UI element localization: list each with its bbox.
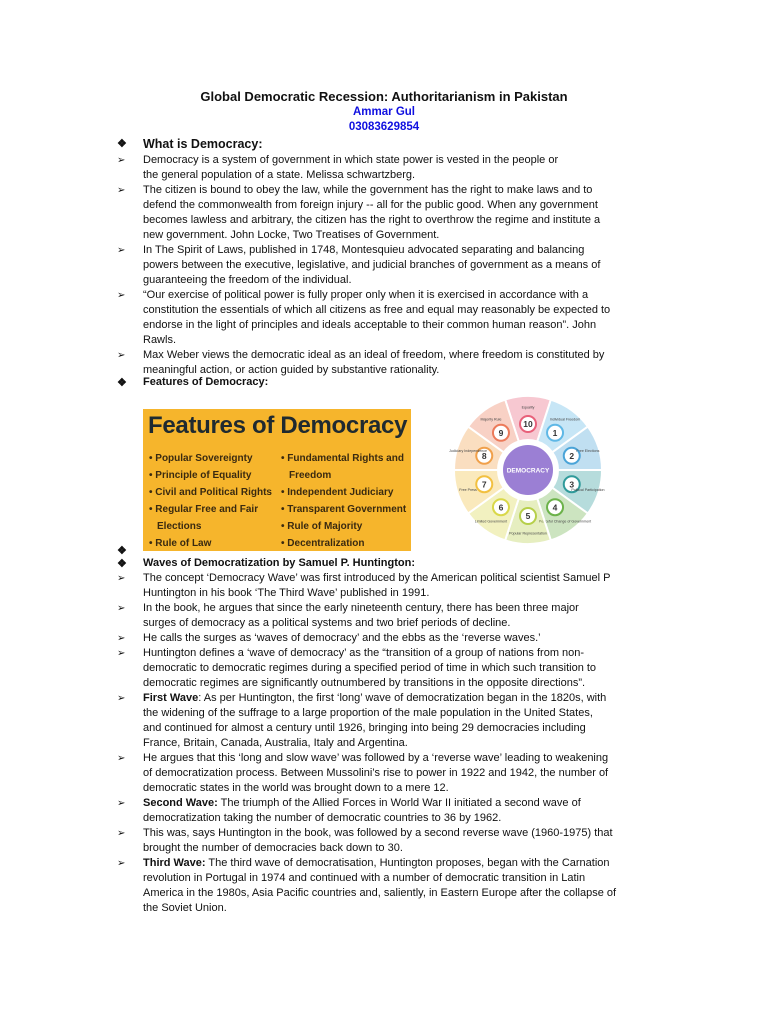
list-item	[117, 856, 657, 916]
list-item	[117, 348, 657, 378]
item-line: guaranteeing the freedom of the individual.	[143, 274, 352, 286]
list-item	[117, 243, 657, 288]
item-text: The triumph of the Allied Forces in World War II initiated a second wave of	[217, 797, 581, 809]
item-line	[143, 796, 657, 811]
list-item	[117, 646, 657, 691]
item-line: democratic regimes are significantly outnumbered by transitions in the opposite directions”.	[143, 677, 586, 689]
author-phone: 03083629854	[348, 121, 420, 133]
arrow-bullet-icon: ➢	[117, 573, 126, 584]
item-line: He calls the surges as ‘waves of democracy’ and the ebbs as the ‘reverse waves.’	[143, 632, 541, 644]
arrow-bullet-icon: ➢	[117, 350, 126, 361]
item-line: democratic to democratic regimes during a specified period of time in which such transition to	[143, 662, 597, 674]
wheel-label: Free Press	[459, 487, 477, 492]
item-line: the Soviet Union.	[143, 902, 227, 914]
arrow-bullet-icon: ➢	[117, 290, 126, 301]
arrow-bullet-icon: ➢	[117, 245, 126, 256]
waves-of-democratization-list	[117, 571, 657, 916]
item-line: endorse in the light of principles and ideals acceptable to their common human reason”. John	[143, 319, 597, 331]
feature-item: Freedom	[289, 470, 332, 481]
item-bold-lead: Third Wave:	[143, 857, 206, 869]
diamond-bullet-icon: ❖	[117, 558, 127, 570]
item-line: Max Weber views the democratic ideal as an ideal of freedom, where freedom is constituted by	[143, 349, 605, 361]
item-line: Democracy is a system of government in which state power is vested in the people or	[143, 154, 559, 166]
item-line: becomes lawless and arbitrary, the citizen has the right to overthrow the regime and institute a	[143, 214, 601, 226]
features-image-title: Features of Democracy	[148, 412, 408, 439]
wheel-number: 1	[552, 427, 558, 438]
item-line: The citizen is bound to obey the law, while the government has the right to make laws and to	[143, 184, 593, 196]
wheel-label: Popular Representation	[509, 531, 547, 536]
item-line: Huntington defines a ‘wave of democracy’ as the “transition of a group of nations from non-	[143, 647, 585, 659]
item-bold-lead: Second Wave:	[143, 797, 218, 809]
document-title: Global Democratic Recession: Authoritarianism in Pakistan	[200, 89, 568, 104]
list-item	[117, 601, 657, 631]
item-line: the widening of the suffrage to a large proportion of the male population in the United States,	[143, 707, 593, 719]
item-line: The concept ‘Democracy Wave’ was first introduced by the American political scientist Samuel P	[143, 572, 611, 584]
democracy-wheel-diagram	[440, 393, 616, 547]
wheel-number: 7	[481, 479, 487, 490]
list-item	[117, 796, 657, 826]
arrow-bullet-icon: ➢	[117, 798, 126, 809]
wheel-number: 8	[481, 450, 487, 461]
item-line: democratic states in the world was brought down to a mere 12.	[143, 782, 449, 794]
document-page: Global Democratic Recession: Authoritarianism in Pakistan Ammar Gul 03083629854 ❖ What is Democracy: ➢ Democracy is a system of government in which state power is vested in the people or the general population of a state. Melissa schwartzberg. ➢ The citizen is bound to obey the law, while the government has the right to make laws and to defend the commonwealth from foreign injury -- all for the public good. When any government becomes lawless and arbitrary, the citizen has the right to overthrow the regime and institute a new government. John Locke, Two Treatises of Government. ➢ In The Spirit of Laws, published in 1748, Montesquieu advocated separating and balancing powers between the executive, legislative, and judicial branches of government as a means of guaranteeing the freedom of the individual. ➢ “Our exercise of political power is fully proper only when it is exercised in accordance with a constitution the essentials of which all citizens as free and equal may reasonably be expected to endorse in the light of principles and ideals acceptable to their common human reason”. John Rawls. ➢ Max Weber views the democratic ideal as an ideal of freedom, where freedom is constituted by meaningful action, or action guided by substantive rationality. ❖ Features of Democracy: Features of Democracy • Popular Sovereignty • Principle of Equality • Civil and Political Rights • Regular Free and Fair Elections • Rule of Law • Fundamental Rights and Freedom • Independent Judiciary • Transparent Government • Rule of Majority • Decentralization 10 Equality 1 Individual Freedom 2 Free Elections 3 Political Participation 4 Peaceful Change of Government 5 Popular Representation 6 Limited Government 7 Free Press 8 Judiciary Independence 9 Majority Rule DEMOCRACY ❖ ❖ Waves of Democratization by Samuel P. Huntington: ➢ The concept ‘Democracy Wave’ was first introduced by the American political scientist Samuel P Huntington in his book ‘The Third Wave’ published in 1991. ➢ In the book, he argues that since the early nineteenth century, there has been three major surges of democracy as a political systems and two brief periods of decline. ➢ He calls the surges as ‘waves of democracy’ and the ebbs as the ‘reverse waves.’ ➢ Huntington defines a ‘wave of democracy’ as the “transition of a group of nations from non- democratic to democratic regimes during a specified period of time in which such transition to democratic regimes are significantly outnumbered by transitions in the opposite directions”. ➢ First Wave: As per Huntington, the first ‘long’ wave of democratization began in the 1820s, with the widening of the suffrage to a large proportion of the male population in the United States, and continued for almost a century until 1926, bringing into being 29 democracies including France, Britain, Canada, Australia, Italy and Argentina. ➢ He argues that this ‘long and slow wave’ was followed by a ‘reverse wave’ leading to weakening of democratization process. Between Mussolini’s rise to power in 1922 and 1942, the number of democratic states in the world was brought down to a mere 12. ➢ Second Wave: The triumph of the Allied Forces in World War II initiated a second wave of democratization taking the number of democratic countries to 36 by 1962. ➢ This was, says Huntington in the book, was followed by a second reverse wave (1960-1975) that brought the number of democracies back down to 30. ➢ Third Wave: The third wave of democratisation, Huntington proposes, began with the Carnation revolution in Portugal in 1974 and continued with a number of democratic transition in Latin America in the 1980s, Asia Pacific countries and, saliently, in Eastern Europe after the collapse of the Soviet Union.	[0, 0, 768, 1024]
arrow-bullet-icon: ➢	[117, 693, 126, 704]
item-line: powers between the executive, legislative, and judicial branches of government as a means of	[143, 259, 601, 271]
feature-item: • Civil and Political Rights	[149, 484, 279, 501]
item-line: In the book, he argues that since the early nineteenth century, there has been three major	[143, 602, 579, 614]
wheel-label: Majority Rule	[480, 417, 502, 422]
item-line: new government. John Locke, Two Treatises of Government.	[143, 229, 440, 241]
arrow-bullet-icon: ➢	[117, 603, 126, 614]
item-bold-lead: First Wave	[143, 692, 199, 704]
wheel-label: Individual Freedom	[549, 417, 581, 422]
item-line: the general population of a state. Melissa schwartzberg.	[143, 169, 416, 181]
item-line: Rawls.	[143, 334, 177, 346]
feature-item: • Rule of Majority	[281, 518, 409, 535]
features-column-1	[149, 450, 279, 551]
wheel-number: 4	[552, 502, 558, 513]
item-line: meaningful action, or action guided by substantive rationality.	[143, 364, 440, 376]
feature-item: • Principle of Equality	[149, 467, 279, 484]
features-column-2	[281, 450, 409, 551]
list-item	[117, 571, 657, 601]
diamond-bullet-icon: ❖	[117, 545, 127, 557]
item-line: brought the number of democracies back down to 30.	[143, 842, 403, 854]
item-line	[143, 691, 657, 706]
wheel-number: 9	[498, 427, 504, 438]
list-item	[117, 826, 657, 856]
wheel-number: 2	[569, 450, 575, 461]
arrow-bullet-icon: ➢	[117, 633, 126, 644]
feature-item: • Transparent Government	[281, 501, 409, 518]
wheel-label: Free Elections	[576, 449, 600, 454]
item-line: democratization taking the number of democratic countries to 36 by 1962.	[143, 812, 502, 824]
wheel-label: Peaceful Change of Government	[538, 519, 592, 524]
list-item	[117, 288, 657, 348]
arrow-bullet-icon: ➢	[117, 858, 126, 869]
item-line: France, Britain, Canada, Australia, Italy and Argentina.	[143, 737, 408, 749]
item-text: : As per Huntington, the first ‘long’ wave of democratization began in the 1820s, with	[198, 692, 607, 704]
feature-item: • Popular Sovereignty	[149, 450, 279, 467]
list-item	[117, 751, 657, 796]
diamond-bullet-icon: ❖	[117, 377, 127, 389]
feature-item: • Independent Judiciary	[281, 484, 409, 501]
wheel-label: Political Participation	[571, 487, 605, 492]
author-name: Ammar Gul	[353, 106, 415, 118]
list-item	[117, 183, 657, 243]
item-line: America in the 1980s, Asia Pacific countries and, saliently, in Eastern Europe after the collapse of	[143, 887, 617, 899]
item-line: of democratization process. Between Mussolini’s rise to power in 1922 and 1942, the number of	[143, 767, 609, 779]
item-line: constitution the essentials of which all citizens as free and equal may reasonably be expected to	[143, 304, 611, 316]
wheel-number: 3	[569, 479, 575, 490]
arrow-bullet-icon: ➢	[117, 155, 126, 166]
feature-item: • Rule of Law	[149, 535, 279, 551]
arrow-bullet-icon: ➢	[117, 828, 126, 839]
feature-item: • Regular Free and Fair	[149, 501, 279, 518]
item-line: “Our exercise of political power is fully proper only when it is exercised in accordance with a	[143, 289, 589, 301]
list-item	[117, 691, 657, 751]
item-line: and continued for almost a century until 1926, bringing into being 29 democracies including	[143, 722, 586, 734]
feature-item: Elections	[157, 521, 202, 532]
feature-item: • Fundamental Rights and	[281, 450, 409, 467]
arrow-bullet-icon: ➢	[117, 185, 126, 196]
item-line: defend the commonwealth from foreign injury -- all for the public good. When any government	[143, 199, 598, 211]
wheel-center-label: DEMOCRACY	[506, 467, 550, 475]
diamond-bullet-icon: ❖	[117, 138, 127, 150]
wheel-number: 5	[525, 511, 531, 522]
item-text: The third wave of democratisation, Huntington proposes, began with the Carnation	[205, 857, 610, 869]
wheel-number: 6	[498, 502, 504, 513]
features-of-democracy-image	[143, 409, 411, 551]
arrow-bullet-icon: ➢	[117, 648, 126, 659]
item-line: surges of democracy as a political systems and two brief periods of decline.	[143, 617, 511, 629]
list-item	[117, 153, 657, 183]
item-line: Huntington in his book ‘The Third Wave’ published in 1991.	[143, 587, 430, 599]
feature-item: • Decentralization	[281, 535, 409, 551]
arrow-bullet-icon: ➢	[117, 753, 126, 764]
item-line	[143, 856, 657, 871]
wheel-number: 10	[523, 419, 533, 430]
wheel-label: Equality	[521, 405, 535, 410]
item-line: He argues that this ‘long and slow wave’ was followed by a ‘reverse wave’ leading to weakening	[143, 752, 609, 764]
list-item	[117, 631, 657, 646]
wheel-label: Limited Government	[474, 519, 508, 524]
item-line: revolution in Portugal in 1974 and continued with a number of democratic transition in Latin	[143, 872, 586, 884]
item-line: In The Spirit of Laws, published in 1748, Montesquieu advocated separating and balancing	[143, 244, 585, 256]
wheel-label: Judiciary Independence	[449, 449, 488, 454]
item-line: This was, says Huntington in the book, was followed by a second reverse wave (1960-1975) that	[143, 827, 613, 839]
democracy-definitions-list	[117, 153, 657, 378]
